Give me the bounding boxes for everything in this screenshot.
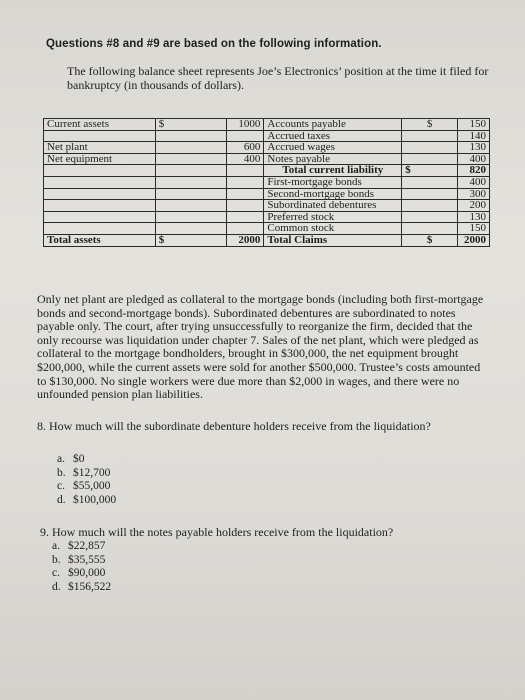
question-9-options (52, 540, 111, 594)
first-mortgage-label: First-mortgage bonds (264, 176, 402, 188)
dollar-sign: $ (402, 119, 458, 131)
table-row (44, 234, 490, 246)
dollar-sign: $ (155, 234, 227, 246)
net-equipment-label: Net equipment (44, 153, 156, 165)
total-current-liability-value: 820 (458, 165, 490, 177)
preferred-stock-label: Preferred stock (264, 211, 402, 223)
table-row (44, 176, 490, 188)
answer-option: a. $22,857 (52, 540, 106, 552)
table-row (44, 153, 490, 165)
questions-heading: Questions #8 and #9 are based on the following information. (46, 38, 382, 50)
answer-option: c. $90,000 (52, 567, 106, 580)
answer-option: b. $35,555 (52, 553, 106, 566)
table-row (44, 200, 490, 212)
intro-text: The following balance sheet represents Joe’s Electronics’ position at the time it filed for bankruptcy (in thousands of dollars). (67, 64, 489, 92)
table-row (44, 211, 490, 223)
notes-payable-label: Notes payable (264, 153, 402, 165)
answer-option: a. $0 (57, 453, 85, 465)
table-row (44, 119, 490, 131)
current-assets-label: Current assets (44, 119, 156, 131)
table-row (44, 223, 490, 235)
net-equipment-value: 400 (227, 153, 264, 165)
net-plant-value: 600 (227, 142, 264, 154)
table-row (44, 130, 490, 142)
common-stock-value: 150 (458, 223, 490, 235)
common-stock-label: Common stock (264, 223, 402, 235)
answer-option: c. $55,000 (57, 480, 111, 492)
accrued-taxes-label: Accrued taxes (264, 130, 402, 142)
answer-option: d. $100,000 (57, 493, 117, 506)
total-claims-label: Total Claims (264, 234, 402, 246)
table-row (44, 188, 490, 200)
balance-sheet-table (43, 118, 490, 247)
dollar-sign: $ (155, 119, 227, 131)
second-mortgage-value: 300 (458, 188, 490, 200)
total-assets-value: 2000 (227, 234, 264, 246)
question-9: 9. How much will the notes payable holders receive from the liquidation? (40, 525, 394, 539)
total-assets-label: Total assets (44, 234, 156, 246)
dollar-sign: $ (402, 165, 458, 177)
current-assets-value: 1000 (227, 119, 264, 131)
net-plant-label: Net plant (44, 142, 156, 154)
accrued-taxes-value: 140 (458, 130, 490, 142)
dollar-sign: $ (402, 234, 458, 246)
accounts-payable-label: Accounts payable (264, 119, 402, 131)
subordinated-debentures-value: 200 (458, 200, 490, 212)
accrued-wages-value: 130 (458, 142, 490, 154)
total-claims-value: 2000 (458, 234, 490, 246)
preferred-stock-value: 130 (458, 211, 490, 223)
table-row (44, 165, 490, 177)
question-8: 8. How much will the subordinate debenture holders receive from the liquidation? (37, 419, 431, 433)
answer-option: b. $12,700 (57, 466, 111, 479)
question-8-options (57, 453, 116, 507)
total-current-liability-label: Total current liability (264, 165, 402, 177)
table-row (44, 142, 490, 154)
notes-payable-value: 400 (458, 153, 490, 165)
second-mortgage-label: Second-mortgage bonds (264, 188, 402, 200)
first-mortgage-value: 400 (458, 176, 490, 188)
case-narrative: Only net plant are pledged as collateral to the mortgage bonds (including both first-mortgage bonds and second-mortgage bonds). Subordinated debentures are subordinated to notes payable only. The court, after trying unsuccessfully to reorganize the firm, decided that the only recourse was liquidation under chapter 7. Sales of the net plant, which were pledged as collateral to the mortgage bondholders, brought in $300,000, the net equipment brought $200,000, while the current assets were sold for another $500,000. Trustee’s costs amounted to $130,000. No single workers were due more than $2,000 in wages, and there were no unfounded pension plan liabilities. (37, 292, 484, 402)
accounts-payable-value: 150 (458, 119, 490, 131)
subordinated-debentures-label: Subordinated debentures (264, 200, 402, 212)
answer-option: d. $156,522 (52, 580, 112, 593)
accrued-wages-label: Accrued wages (264, 142, 402, 154)
